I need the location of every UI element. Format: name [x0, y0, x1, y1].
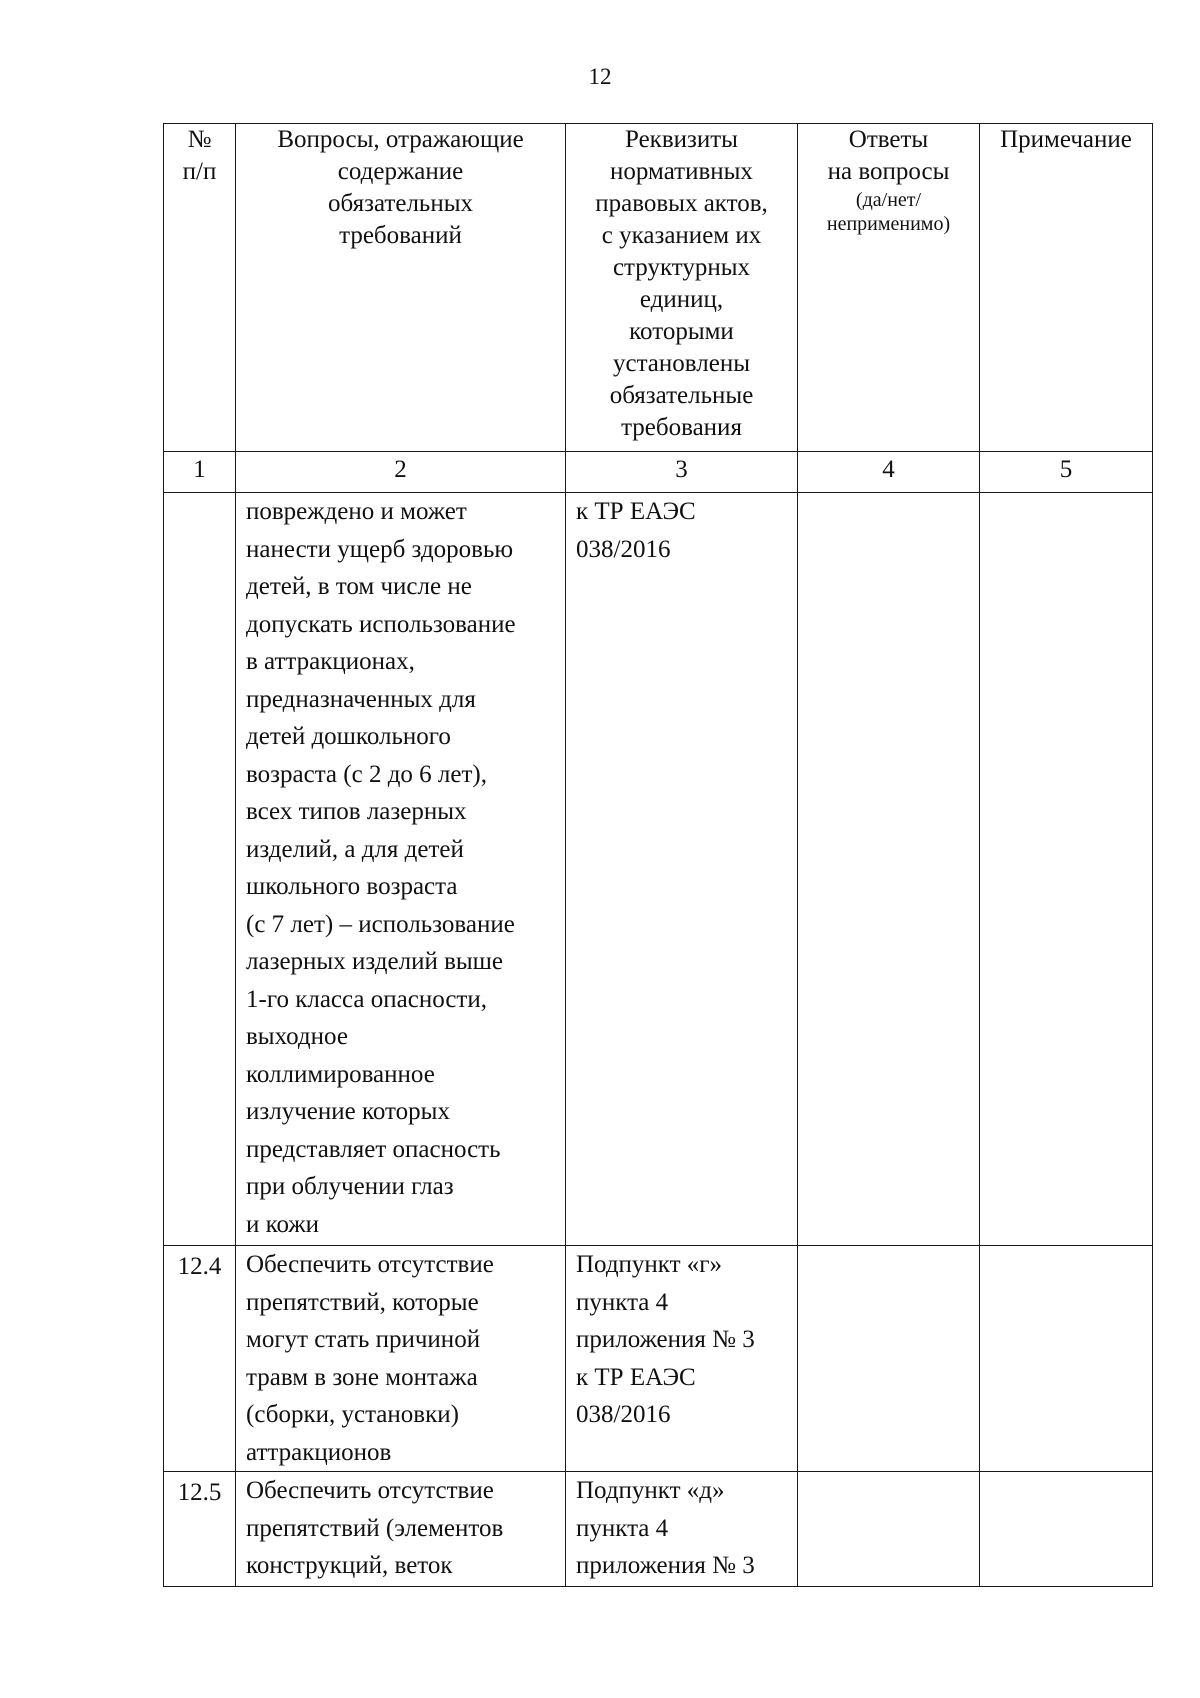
row-number [164, 493, 236, 1246]
table-row [164, 1472, 1153, 1587]
row-answer [798, 1472, 980, 1587]
column-number: 4 [798, 452, 980, 493]
row-question: Обеспечить отсутствие препятствий (элементов конструкций, веток [236, 1472, 566, 1587]
header-number: № п/п [164, 124, 236, 452]
row-requisites: к ТР ЕАЭС 038/2016 [566, 493, 798, 1246]
row-requisites: Подпункт «г» пункта 4 приложения № 3 к ТР ЕАЭС 038/2016 [566, 1246, 798, 1472]
row-note [980, 1472, 1153, 1587]
row-question: повреждено и может нанести ущерб здоровью детей, в том числе не допускать использование в аттракционах, предназначенных для детей дошкольного возраста (с 2 до 6 лет), всех типов лазерных изделий, а для детей школьного возраста (с 7 лет) – использование лазерных изделий выше 1-го класса опасности, выходное коллимированное излучение которых представляет опасность при облучении глаз и кожи [236, 493, 566, 1246]
page-number: 12 [588, 64, 612, 89]
header-requisites: Реквизиты нормативных правовых актов, с указанием их структурных единиц, которыми установлены обязательные требования [566, 124, 798, 452]
row-answer [798, 493, 980, 1246]
header-note: Примечание [980, 124, 1153, 452]
header-questions: Вопросы, отражающие содержание обязательных требований [236, 124, 566, 452]
row-answer [798, 1246, 980, 1472]
column-number: 3 [566, 452, 798, 493]
row-note [980, 493, 1153, 1246]
checklist-table [163, 123, 1153, 1587]
row-requisites: Подпункт «д» пункта 4 приложения № 3 [566, 1472, 798, 1587]
table-row [164, 1246, 1153, 1472]
row-note [980, 1246, 1153, 1472]
row-number: 12.4 [164, 1246, 236, 1472]
header-row [164, 124, 1153, 452]
column-number-row [164, 452, 1153, 493]
column-number: 5 [980, 452, 1153, 493]
column-number: 1 [164, 452, 236, 493]
table-row [164, 493, 1153, 1246]
row-number: 12.5 [164, 1472, 236, 1587]
header-answers: Ответы на вопросы (да/нет/ неприменимо) [798, 124, 980, 452]
row-question: Обеспечить отсутствие препятствий, которые могут стать причиной травм в зоне монтажа (сборки, установки) аттракционов [236, 1246, 566, 1472]
column-number: 2 [236, 452, 566, 493]
